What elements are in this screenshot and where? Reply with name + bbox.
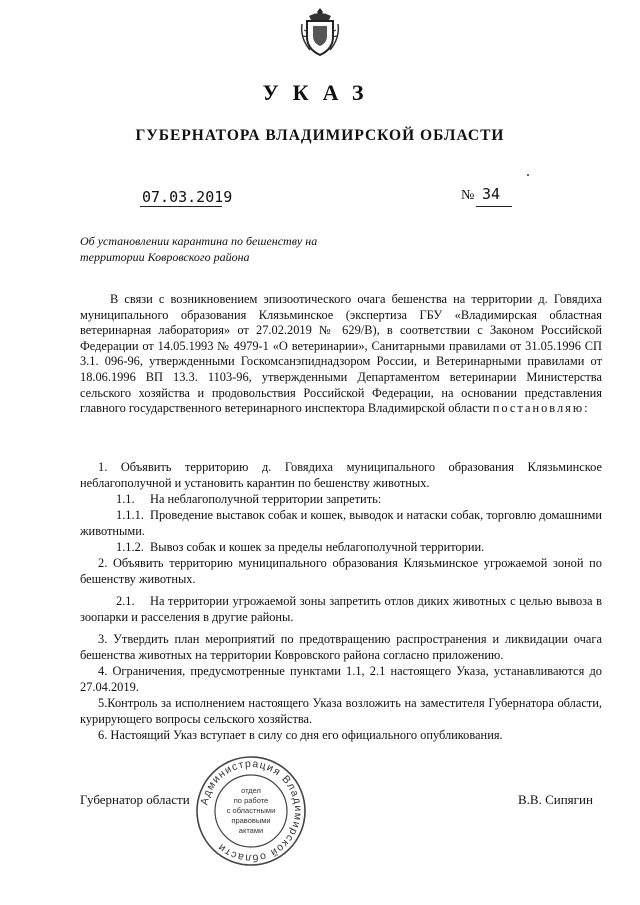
document-title: УКАЗ [262, 80, 378, 105]
ink-dot [527, 174, 529, 176]
stamp-line-4: правовыми [231, 816, 271, 825]
item-1-1-2-number: 1.1.2. [116, 540, 144, 554]
decree-number: 34 [482, 185, 501, 203]
stamp-ring-text: Администрация Владимирской области [198, 757, 305, 865]
preamble-text: В связи с возникновением эпизоотического очага бешенства на территории д. Говядиха муниципального образования Клязьминское (экспертиза ГБУ «Владимирская областная ветеринарная лаборатория» от 27.02.2019 № 629/В), в соответствии с Законом Российской Федерации от 14.05.1993 № 4979-1 «О ветеринарии», Санитарными правилами от 31.05.1996 СП 3.1. 096-96, утвержденными Госкомсанэпиднадзором России, и Ветеринарными правилами от 18.06.1996 ВП 13.3. 1103-96, утвержденными Департаментом ветеринарии Министерства сельского хозяйства и продовольствия Российской Федерации, на основании представления главного государственного ветеринарного инспектора Владимирской области [80, 292, 602, 416]
subject-line-2: территории Ковровского района [80, 250, 250, 264]
item-2-1 [80, 594, 602, 625]
item-1-1-2 [80, 540, 602, 556]
stamp-line-2: по работе [233, 796, 269, 805]
decree-date: 07.03.2019 [142, 188, 233, 206]
subject-line-1: Об установлении карантина по бешенству на [80, 234, 318, 248]
item-6: 6. Настоящий Указ вступает в силу со дня его официального опубликования. [98, 728, 503, 742]
decree-number-label: № [461, 188, 475, 203]
number-underline [476, 206, 512, 207]
document-subtitle: ГУБЕРНАТОРА ВЛАДИМИРСКОЙ ОБЛАСТИ [135, 127, 505, 144]
official-stamp [195, 755, 307, 867]
decree-subject [80, 233, 380, 265]
item-1-1-text: На неблагополучной территории запретить: [150, 492, 382, 506]
item-2-1-number: 2.1. [116, 594, 135, 608]
coat-of-arms-emblem [300, 6, 340, 58]
stamp-line-5: актами [238, 826, 264, 835]
preamble-paragraph [80, 292, 602, 417]
decree-word: постановляю: [492, 401, 590, 416]
item-1-1-1-text: Проведение выставок собак и кошек, выводок и натаски собак, торговлю домашними животными. [80, 508, 602, 538]
item-2-1-text: На территории угрожаемой зоны запретить отлов диких животных с целью вывоза в зоопарки и расселения в другие районы. [80, 594, 602, 624]
item-3: 3. Утвердить план мероприятий по предотвращению распространения и ликвидации очага бешенства животных на территории Ковровского района согласно приложению. [80, 632, 602, 662]
item-4: 4. Ограничения, предусмотренные пунктами 1.1, 2.1 настоящего Указа, устанавливаются до 27.04.2019. [80, 664, 602, 694]
signer-name: В.В. Сипягин [518, 792, 593, 807]
item-2: 2. Объявить территорию муниципального образования Клязьминское угрожаемой зоной по бешенству животных. [80, 556, 602, 586]
item-1-1-number: 1.1. [116, 492, 135, 506]
stamp-line-1: отдел [241, 786, 261, 795]
item-1-1 [80, 492, 602, 508]
stamp-line-3: с областными [226, 806, 276, 815]
item-5: 5.Контроль за исполнением настоящего Указа возложить на заместителя Губернатора области, курирующего вопросы сельского хозяйства. [80, 696, 602, 726]
item-1: 1. Объявить территорию д. Говядиха муниципального образования Клязьминское неблагополучной и установить карантин по бешенству животных. [80, 460, 602, 490]
date-underline [140, 206, 222, 207]
item-1-1-1-number: 1.1.1. [116, 508, 144, 522]
signer-position: Губернатор области [80, 792, 190, 807]
item-1-1-1 [80, 508, 602, 539]
item-1-1-2-text: Вывоз собак и кошек за пределы неблагополучной территории. [150, 540, 485, 554]
